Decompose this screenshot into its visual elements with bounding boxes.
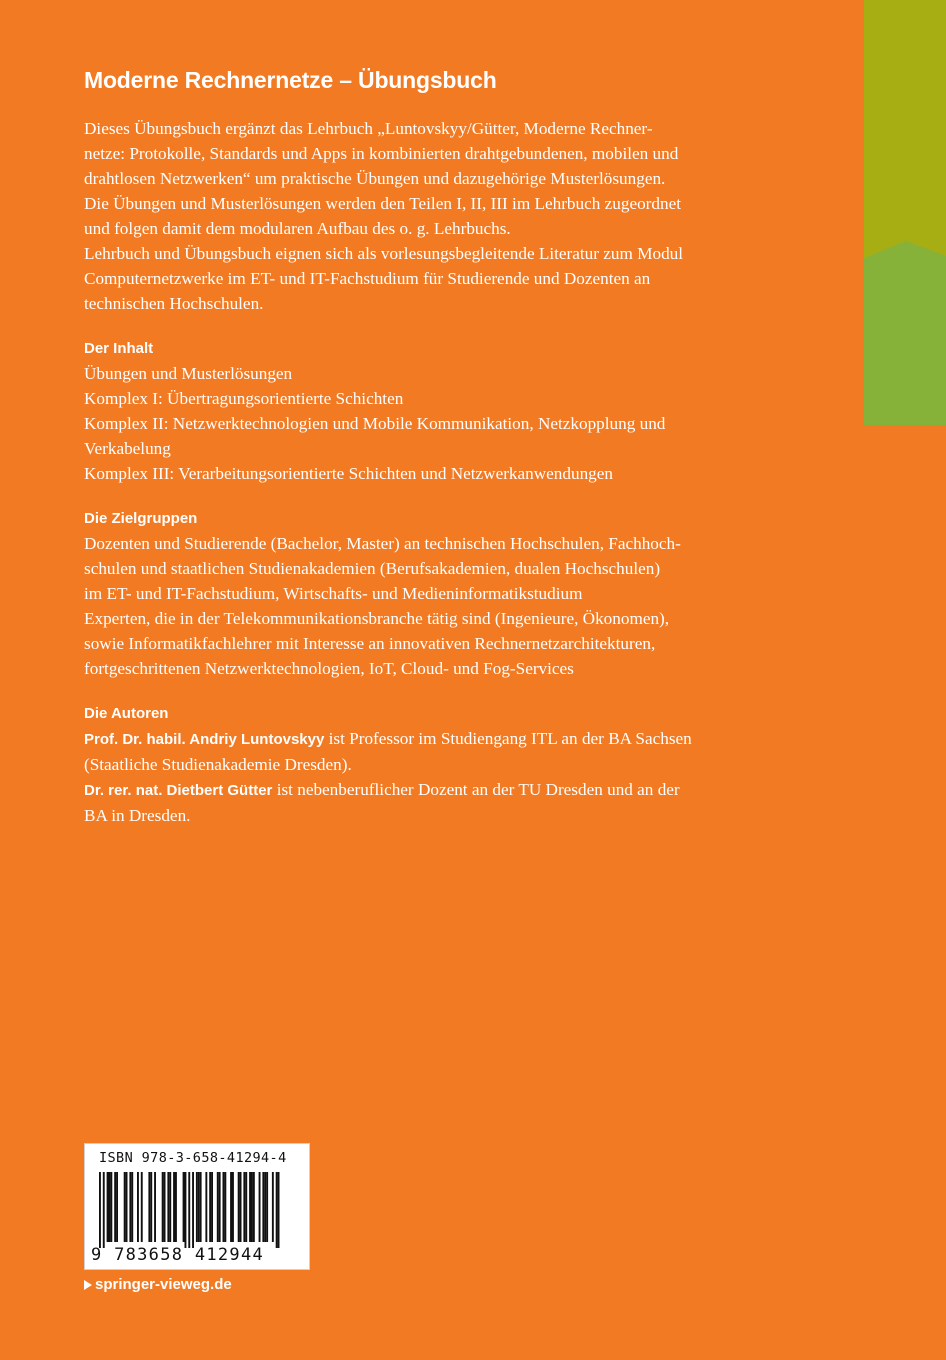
barcode-bar xyxy=(232,1172,234,1242)
barcode-bar xyxy=(266,1172,268,1242)
barcode-bar xyxy=(243,1172,245,1242)
barcode-bar xyxy=(262,1172,264,1242)
spine-graphic xyxy=(864,0,946,425)
zielgruppen-line: Experten, die in der Telekommunikationsbranche tätig sind (Ingenieure, Ökonomen), xyxy=(84,609,670,628)
isbn-barcode xyxy=(84,1143,310,1270)
intro-line: Lehrbuch und Übungsbuch eignen sich als vorlesungsbegleitende Literatur zum Modul xyxy=(84,244,684,263)
intro-line: technischen Hochschulen. xyxy=(84,294,264,313)
barcode-bar xyxy=(114,1172,116,1242)
inhalt-line: Komplex III: Verarbeitungsorientierte Schichten und Netzwerkanwendungen xyxy=(84,464,613,483)
barcode-bar xyxy=(205,1172,207,1242)
barcode-bar xyxy=(245,1172,247,1242)
barcode-bar xyxy=(116,1172,118,1242)
spacer xyxy=(84,486,784,506)
barcode-bar xyxy=(217,1172,219,1242)
barcode-bar xyxy=(276,1172,278,1248)
author1-name: Prof. Dr. habil. Andriy Luntovskyy xyxy=(84,731,325,748)
barcode-bar xyxy=(200,1172,202,1242)
barcode-bar xyxy=(164,1172,166,1242)
barcode-bar xyxy=(169,1172,171,1242)
barcode-bar xyxy=(109,1172,111,1242)
inhalt-line: Verkabelung xyxy=(84,439,171,458)
zielgruppen-line: im ET- und IT-Fachstudium, Wirtschafts- und Medieninformatikstudium xyxy=(84,584,583,603)
spine-bottom-band xyxy=(864,241,946,425)
barcode-bar xyxy=(196,1172,198,1242)
spacer xyxy=(84,681,784,701)
zielgruppen-line: fortgeschrittenen Netzwerktechnologien, IoT, Cloud- und Fog-Services xyxy=(84,659,574,678)
inhalt-line: Komplex I: Übertragungsorientierte Schichten xyxy=(84,389,404,408)
author1-text: ist Professor im Studiengang ITL an der BA Sachsen xyxy=(324,729,692,748)
barcode-bar xyxy=(219,1172,221,1242)
zielgruppen-line: sowie Informatikfachlehrer mit Interesse an innovativen Rechnernetzarchitekturen, xyxy=(84,634,656,653)
barcode-bar xyxy=(278,1172,280,1248)
section-heading-autoren: Die Autoren xyxy=(84,705,169,722)
barcode-bar xyxy=(264,1172,266,1242)
barcode-bar xyxy=(137,1172,139,1242)
barcode-bar xyxy=(183,1172,185,1242)
barcode-bar xyxy=(224,1172,226,1242)
barcode-bar xyxy=(148,1172,150,1242)
section-inhalt xyxy=(84,336,784,486)
barcode-bars xyxy=(97,1172,297,1248)
barcode-bar xyxy=(162,1172,164,1242)
barcode-bar xyxy=(230,1172,232,1242)
barcode-bar xyxy=(126,1172,128,1242)
barcode-bar xyxy=(253,1172,255,1242)
author2-line-2: BA in Dresden. xyxy=(84,806,191,825)
barcode-bar xyxy=(129,1172,131,1242)
barcode-bar xyxy=(272,1172,274,1242)
barcode-bar xyxy=(188,1172,190,1248)
back-cover-text xyxy=(84,62,784,828)
section-heading-zielgruppen: Die Zielgruppen xyxy=(84,510,198,527)
intro-paragraph xyxy=(84,116,784,316)
publisher-website[interactable] xyxy=(84,1274,232,1296)
barcode-bar xyxy=(259,1172,261,1242)
section-zielgruppen xyxy=(84,506,784,681)
barcode-bar xyxy=(99,1172,101,1248)
barcode-bar xyxy=(209,1172,211,1242)
arrow-right-icon xyxy=(84,1280,92,1290)
barcode-bar xyxy=(173,1172,175,1242)
isbn-label: ISBN 978-3-658-41294-4 xyxy=(99,1150,287,1166)
inhalt-line: Übungen und Musterlösungen xyxy=(84,364,293,383)
zielgruppen-line: Dozenten und Studierende (Bachelor, Master) an technischen Hochschulen, Fachhoch- xyxy=(84,534,681,553)
section-autoren xyxy=(84,701,784,828)
barcode-bar xyxy=(175,1172,177,1242)
barcode-digits: 9 783658 412944 xyxy=(91,1245,265,1265)
author2-line xyxy=(84,777,784,803)
barcode-bar xyxy=(198,1172,200,1242)
barcode-bar xyxy=(131,1172,133,1242)
spine-color-strip xyxy=(864,0,946,425)
zielgruppen-line: schulen und staatlichen Studienakademien (Berufsakademien, dualen Hochschulen) xyxy=(84,559,661,578)
barcode-bar xyxy=(103,1172,105,1248)
intro-line: und folgen damit dem modularen Aufbau des o. g. Lehrbuchs. xyxy=(84,219,511,238)
barcode-bar xyxy=(238,1172,240,1242)
barcode-bar xyxy=(251,1172,253,1242)
barcode-bar xyxy=(110,1172,112,1242)
author1-line xyxy=(84,726,784,752)
barcode-bar xyxy=(249,1172,251,1242)
author2-name: Dr. rer. nat. Dietbert Gütter xyxy=(84,782,273,799)
barcode-bar xyxy=(124,1172,126,1242)
website-label: springer-vieweg.de xyxy=(95,1276,232,1293)
barcode-bar xyxy=(223,1172,225,1242)
intro-line: drahtlosen Netzwerken“ um praktische Übungen und dazugehörige Musterlösungen. xyxy=(84,169,666,188)
barcode-bar xyxy=(185,1172,187,1248)
author2-text: ist nebenberuflicher Dozent an der TU Dresden und an der xyxy=(272,780,680,799)
barcode-bar xyxy=(154,1172,156,1242)
intro-line: netze: Protokolle, Standards und Apps in kombinierten drahtgebundenen, mobilen und xyxy=(84,144,679,163)
intro-line: Computernetzwerke im ET- und IT-Fachstudium für Studierende und Dozenten an xyxy=(84,269,651,288)
intro-line: Dieses Übungsbuch ergänzt das Lehrbuch „Luntovskyy/Gütter, Moderne Rechner- xyxy=(84,119,653,138)
section-heading-inhalt: Der Inhalt xyxy=(84,340,154,357)
intro-line: Die Übungen und Musterlösungen werden den Teilen I, II, III im Lehrbuch zugeordnet xyxy=(84,194,681,213)
barcode-bar xyxy=(107,1172,109,1242)
book-title: Moderne Rechnernetze – Übungsbuch xyxy=(84,67,497,93)
barcode-bar xyxy=(192,1172,194,1248)
barcode-bar xyxy=(211,1172,213,1242)
barcode-bar xyxy=(240,1172,242,1242)
barcode-bar xyxy=(150,1172,152,1242)
barcode-bar xyxy=(167,1172,169,1242)
inhalt-line: Komplex II: Netzwerktechnologien und Mobile Kommunikation, Netzkopplung und xyxy=(84,414,666,433)
barcode-bar xyxy=(141,1172,143,1242)
spacer xyxy=(84,316,784,336)
author1-line-2: (Staatliche Studienakademie Dresden). xyxy=(84,755,352,774)
